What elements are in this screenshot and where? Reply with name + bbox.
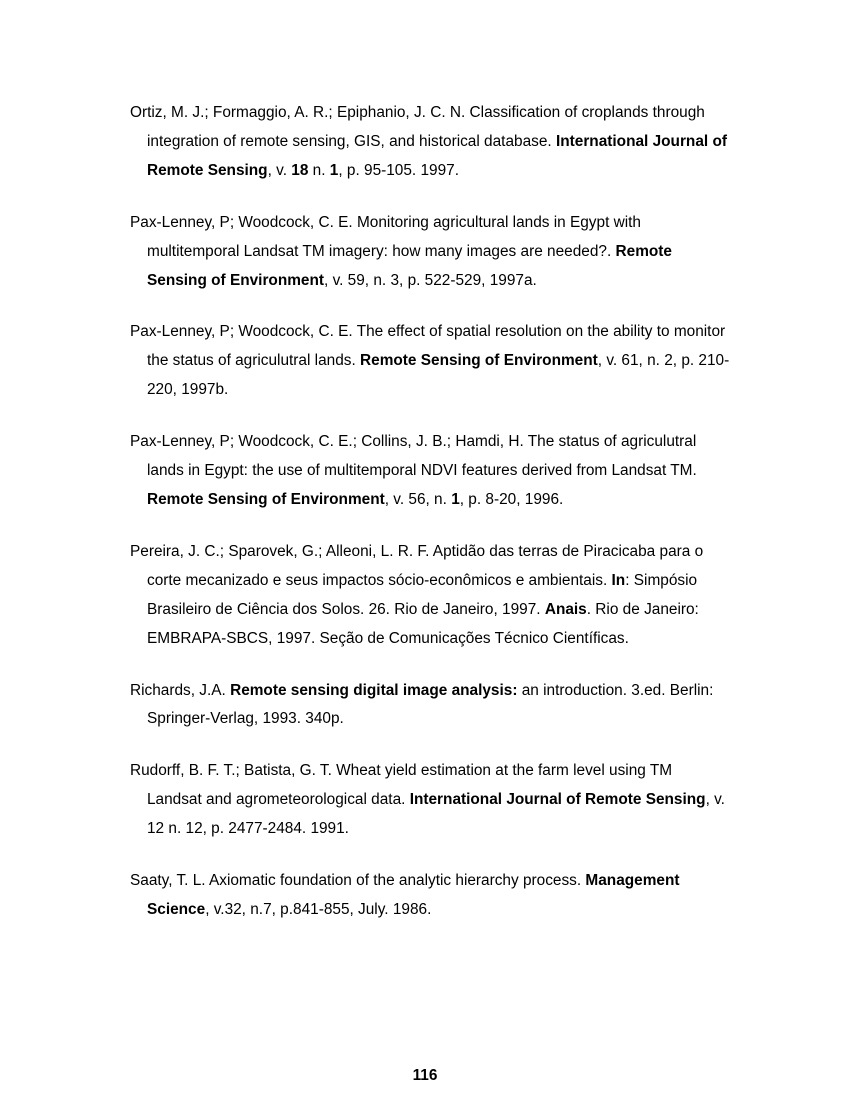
reference-bold-text: Remote Sensing of Environment [147, 242, 672, 289]
reference-bold-text: 1 [451, 490, 460, 508]
reference-text: Rudorff, B. F. T.; Batista, G. T. Wheat yield estimation at the farm level using TM Landsat and agrometeorological data. [130, 762, 673, 809]
reference-bold-text: International Journal of Remote Sensing [409, 791, 706, 809]
reference-entry [130, 867, 730, 925]
reference-text: : Simpósio Brasileiro de Ciência dos Solos. 26. Rio de Janeiro, 1997. [147, 571, 698, 618]
reference-text: , v. 12 n. 12, p. 2477-2484. 1991. [147, 791, 725, 838]
reference-text: , p. 95-105. 1997. [338, 161, 459, 179]
reference-text: Pax-Lenney, P; Woodcock, C. E. Monitoring agricultural lands in Egypt with multitemporal Landsat TM imagery: how many images are needed?. [130, 213, 641, 260]
reference-text: Pereira, J. C.; Sparovek, G.; Alleoni, L. R. F. Aptidão das terras de Piracicaba para o corte mecanizado e seus impactos sócio-econômicos e ambientais. [130, 542, 704, 589]
reference-text: n. [308, 161, 330, 179]
reference-text: an introduction. 3.ed. Berlin: Springer-Verlag, 1993. 340p. [147, 681, 714, 728]
reference-text: , p. 8-20, 1996. [459, 490, 564, 508]
reference-entry [130, 99, 730, 186]
reference-text: , v. 61, n. 2, p. 210-220, 1997b. [147, 352, 730, 399]
reference-bold-text: 18 [291, 161, 309, 179]
reference-entry [130, 538, 730, 654]
reference-text: , v. 59, n. 3, p. 522-529, 1997a. [324, 271, 537, 289]
reference-entry [130, 428, 730, 515]
reference-list [130, 99, 730, 948]
reference-text: Pax-Lenney, P; Woodcock, C. E. The effect of spatial resolution on the ability to monitor the status of agriculutral lands. [130, 323, 726, 370]
reference-entry [130, 209, 730, 296]
reference-bold-text: In [611, 571, 626, 589]
reference-bold-text: Management Science [147, 872, 680, 918]
reference-bold-text: 1 [329, 161, 339, 179]
reference-text: . Rio de Janeiro: EMBRAPA-SBCS, 1997. Seção de Comunicações Técnico Científicas. [147, 600, 699, 647]
reference-bold-text: Remote sensing digital image analysis: [230, 681, 518, 699]
reference-bold-text: International Journal of Remote Sensing [147, 132, 727, 179]
reference-entry [130, 757, 730, 844]
reference-text: , v.32, n.7, p.841-855, July. 1986. [205, 900, 432, 918]
reference-entry [130, 318, 730, 405]
reference-bold-text: Remote Sensing of Environment [360, 352, 598, 370]
page-number: 116 [412, 1067, 438, 1084]
reference-entry [130, 677, 730, 735]
reference-text: , v. 56, n. [384, 490, 452, 508]
reference-bold-text: Anais [544, 600, 587, 618]
reference-text: Pax-Lenney, P; Woodcock, C. E.; Collins, J. B.; Hamdi, H. The status of agriculutral lands in Egypt: the use of multitemporal NDVI features derived from Landsat TM. [130, 433, 697, 480]
reference-text: Ortiz, M. J.; Formaggio, A. R.; Epiphanio, J. C. N. Classification of croplands through integration of remote sensing, GIS, and historical database. [130, 104, 705, 150]
reference-text: Richards, J.A. [130, 681, 231, 699]
reference-text: Saaty, T. L. Axiomatic foundation of the analytic hierarchy process. [130, 872, 586, 890]
reference-bold-text: Remote Sensing of Environment [147, 490, 385, 508]
reference-text: , v. [267, 161, 292, 179]
